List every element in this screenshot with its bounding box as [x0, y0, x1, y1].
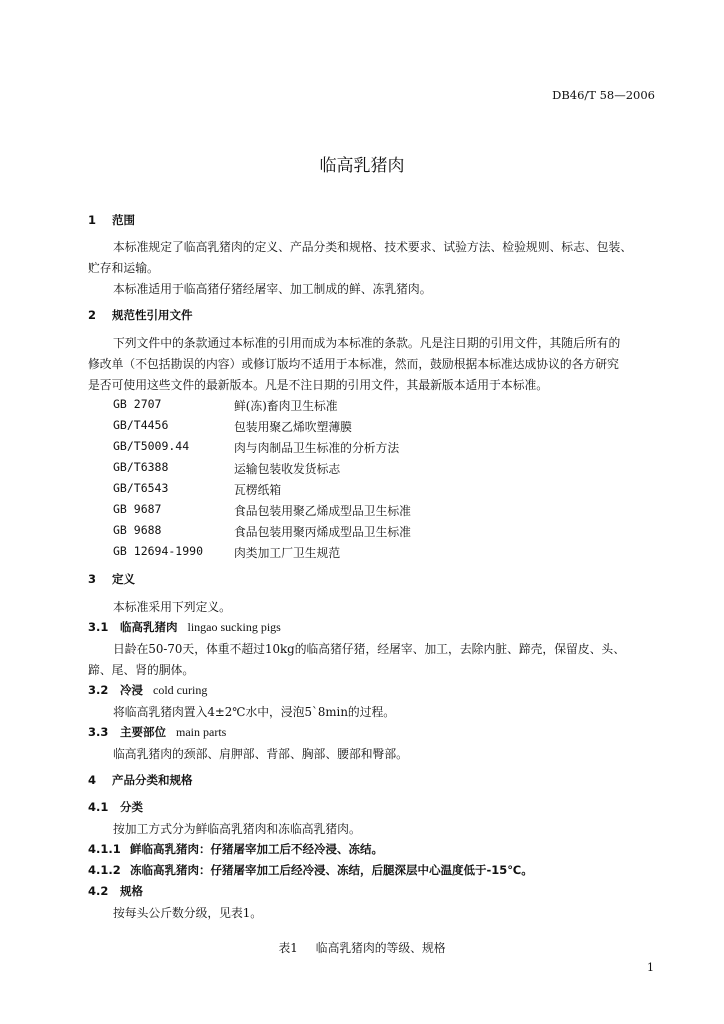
section-4-heading	[88, 772, 193, 788]
reference-name: 食品包装用聚丙烯成型品卫生标准	[234, 525, 411, 539]
paragraph: 下列文件中的条款通过本标准的引用而成为本标准的条款。凡是注日期的引用文件，其随后所有的	[113, 336, 621, 350]
document-number: DB46/T 58—2006	[552, 88, 655, 102]
paragraph: 按加工方式分为鲜临高乳猪肉和冻临高乳猪肉。	[113, 822, 361, 836]
reference-code: GB/T6388	[113, 460, 169, 474]
reference-code: GB 9687	[113, 502, 162, 516]
term: 冷浸	[120, 683, 143, 697]
section-number: 4.2	[88, 884, 109, 898]
subsection-4-2-heading	[88, 883, 143, 899]
page-number: 1	[647, 961, 654, 974]
section-number: 3.1	[88, 620, 109, 634]
section-title: 分类	[120, 800, 143, 814]
paragraph: 日龄在50-70天，体重不超过10kg的临高猪仔猪，经屠宰、加工，去除内脏、蹄壳，保留皮、头、	[113, 642, 626, 656]
reference-name: 鲜(冻)畜肉卫生标准	[234, 399, 338, 413]
section-number: 3.3	[88, 725, 109, 739]
term-english: main parts	[176, 725, 227, 739]
subsection-4-1-heading	[88, 799, 143, 815]
reference-code: GB/T6543	[113, 481, 169, 495]
section-number: 4.1.2	[88, 863, 121, 877]
section-title: 规格	[120, 884, 143, 898]
table-caption	[0, 939, 724, 956]
paragraph: 按每头公斤数分级，见表1。	[113, 906, 263, 920]
reference-code: GB 9688	[113, 523, 162, 537]
page-title: 临高乳猪肉	[319, 156, 405, 176]
clause-text: 鲜临高乳猪肉：仔猪屠宰加工后不经冷浸、冻结。	[130, 842, 383, 856]
section-title: 范围	[112, 213, 135, 227]
clause-4-1-1	[88, 841, 383, 857]
term-english: cold curing	[153, 683, 208, 697]
section-title: 定义	[112, 572, 135, 586]
clause-4-1-2	[88, 862, 533, 878]
section-number: 4	[88, 773, 97, 787]
paragraph-continued: 是否可使用这些文件的最新版本。凡是不注日期的引用文件，其最新版本适用于本标准。	[88, 378, 549, 392]
term: 主要部位	[120, 725, 166, 739]
paragraph-continued: 修改单（不包括勘误的内容）或修订版均不适用于本标准，然而，鼓励根据本标准达成协议的各方研究	[88, 357, 619, 371]
table-label: 表1	[278, 941, 298, 955]
reference-code: GB 12694-1990	[113, 544, 204, 558]
reference-name: 肉类加工厂卫生规范	[234, 546, 341, 560]
term: 临高乳猪肉	[120, 620, 178, 634]
definition-3-3-heading	[88, 724, 226, 740]
paragraph: 本标准规定了临高乳猪肉的定义、产品分类和规格、技术要求、试验方法、检验规则、标志、包装、	[113, 240, 633, 254]
paragraph: 将临高乳猪肉置入4±2℃水中，浸泡5`8min的过程。	[113, 705, 396, 719]
section-title: 规范性引用文件	[112, 308, 193, 322]
clause-text: 冻临高乳猪肉：仔猪屠宰加工后经冷浸、冻结，后腿深层中心温度低于-15℃。	[130, 863, 533, 877]
reference-name: 运输包装收发货标志	[234, 462, 341, 476]
term-english: lingao sucking pigs	[187, 620, 281, 634]
paragraph: 临高乳猪肉的颈部、肩胛部、背部、胸部、腰部和臀部。	[113, 747, 408, 761]
section-3-heading	[88, 571, 135, 587]
paragraph: 本标准适用于临高猪仔猪经屠宰、加工制成的鲜、冻乳猪肉。	[113, 282, 432, 296]
definition-3-1-heading	[88, 619, 281, 635]
table-title: 临高乳猪肉的等级、规格	[315, 941, 446, 955]
section-number: 1	[88, 213, 97, 227]
reference-name: 食品包装用聚乙烯成型品卫生标准	[234, 504, 411, 518]
paragraph: 本标准采用下列定义。	[113, 600, 231, 614]
section-number: 4.1.1	[88, 842, 121, 856]
section-number: 3	[88, 572, 97, 586]
paragraph-continued: 贮存和运输。	[88, 261, 159, 275]
section-1-heading	[88, 212, 135, 228]
reference-code: GB/T5009.44	[113, 439, 190, 453]
section-number: 2	[88, 308, 97, 322]
reference-name: 包装用聚乙烯吹塑薄膜	[234, 420, 352, 434]
reference-code: GB/T4456	[113, 418, 169, 432]
reference-name: 瓦楞纸箱	[234, 483, 282, 497]
reference-code: GB 2707	[113, 397, 162, 411]
section-number: 3.2	[88, 683, 109, 697]
paragraph-continued: 蹄、尾、肾的胴体。	[88, 663, 195, 677]
reference-name: 肉与肉制品卫生标准的分析方法	[234, 441, 400, 455]
definition-3-2-heading	[88, 682, 207, 698]
section-title: 产品分类和规格	[112, 773, 193, 787]
section-2-heading	[88, 307, 193, 323]
section-number: 4.1	[88, 800, 109, 814]
